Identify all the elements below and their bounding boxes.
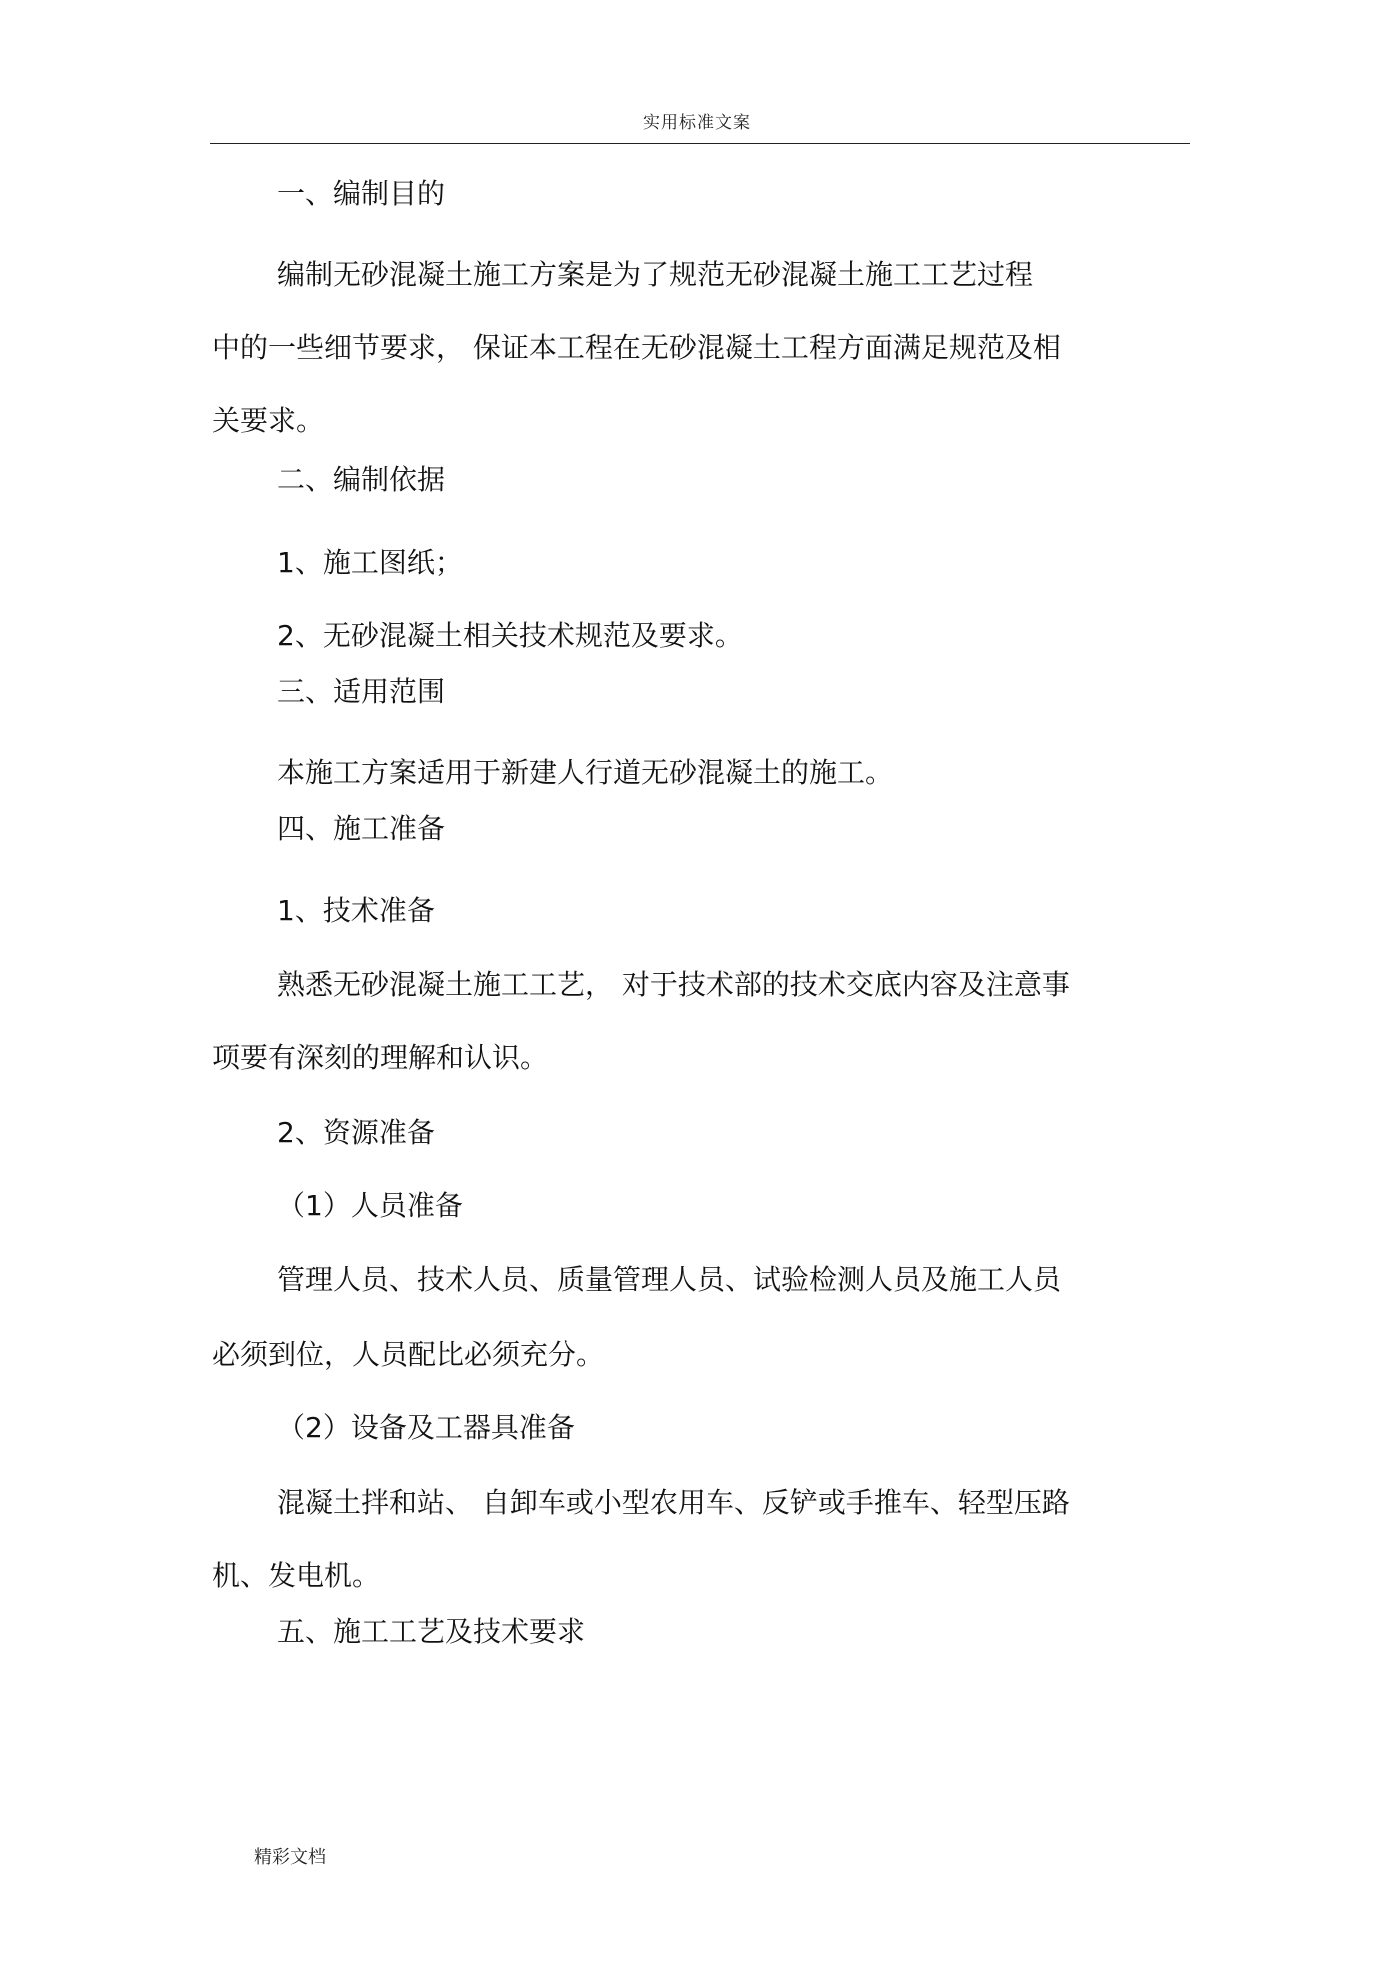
page-footer-text: 精彩文档 <box>254 1847 326 1868</box>
paragraph-line: 熟悉无砂混凝土施工工艺， 对于技术部的技术交底内容及注意事 <box>277 968 1070 1001</box>
list-item: 2、无砂混凝土相关技术规范及要求。 <box>277 619 743 652</box>
paragraph-line: 中的一些细节要求， 保证本工程在无砂混凝土工程方面满足规范及相 <box>212 331 1061 364</box>
paragraph-line: 关要求。 <box>212 404 325 437</box>
subsection-heading: （2）设备及工器具准备 <box>277 1411 575 1444</box>
section-heading-4: 四、施工准备 <box>277 812 446 845</box>
paragraph-line: 本施工方案适用于新建人行道无砂混凝土的施工。 <box>277 756 894 789</box>
paragraph-line: 混凝土拌和站、 自卸车或小型农用车、反铲或手推车、轻型压路 <box>277 1486 1070 1519</box>
page-header-title: 实用标准文案 <box>643 113 751 133</box>
paragraph-line: 编制无砂混凝土施工方案是为了规范无砂混凝土施工工艺过程 <box>277 258 1034 291</box>
section-heading-2: 二、编制依据 <box>277 463 446 496</box>
paragraph-line: 必须到位，人员配比必须充分。 <box>212 1338 605 1371</box>
paragraph-line: 机、发电机。 <box>212 1559 381 1592</box>
section-heading-5: 五、施工工艺及技术要求 <box>277 1615 586 1648</box>
header-divider <box>210 143 1190 144</box>
paragraph-line: 项要有深刻的理解和认识。 <box>212 1041 549 1074</box>
paragraph-line: 管理人员、技术人员、质量管理人员、试验检测人员及施工人员 <box>277 1263 1062 1296</box>
subsection-heading: 2、资源准备 <box>277 1116 435 1149</box>
list-item: 1、施工图纸； <box>277 546 463 579</box>
section-heading-3: 三、适用范围 <box>277 675 446 708</box>
section-heading-1: 一、编制目的 <box>277 177 446 210</box>
subsection-heading: （1）人员准备 <box>277 1189 463 1222</box>
subsection-heading: 1、技术准备 <box>277 894 435 927</box>
